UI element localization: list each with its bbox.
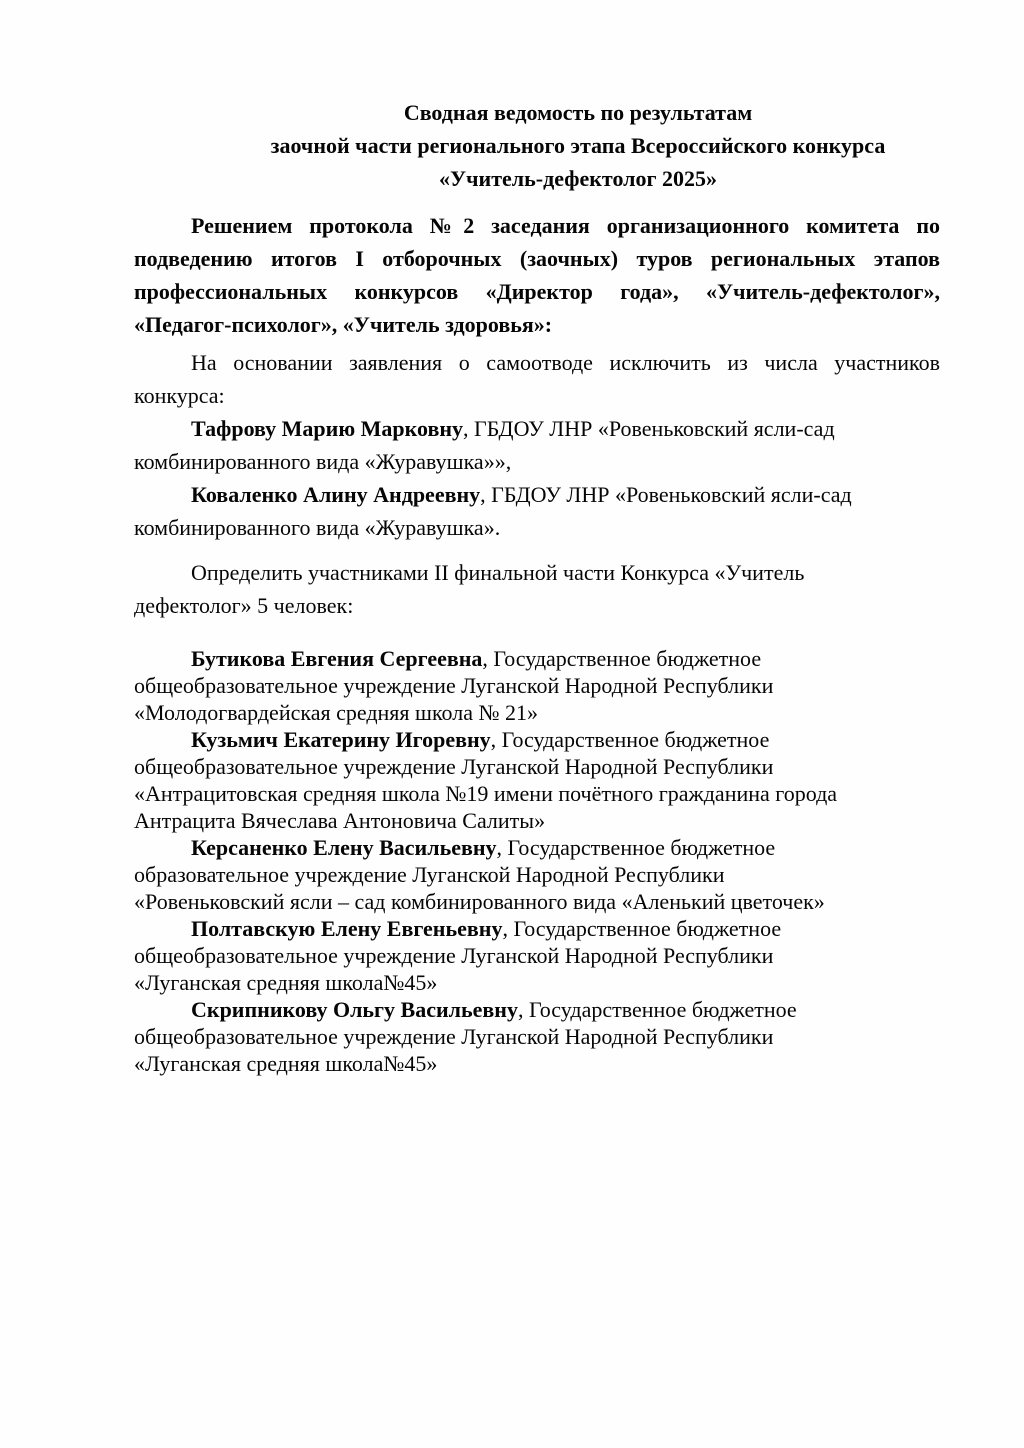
- document-title-line: Сводная ведомость по результатам: [403, 100, 753, 125]
- participant-institution: , Государственное бюджетное: [517, 997, 797, 1022]
- participant-institution: , Государственное бюджетное: [502, 916, 782, 941]
- finalists-list: [134, 645, 940, 1077]
- document-title: [134, 96, 940, 195]
- participant-institution-line: общеобразовательное учреждение Луганской Народной Республики: [134, 754, 774, 779]
- participant-first-line: [134, 915, 940, 942]
- finalist-entry: [134, 726, 940, 834]
- participant-first-line: [134, 726, 940, 753]
- participant-institution: , ГБДОУ ЛНР «Ровеньковский ясли-сад: [463, 416, 835, 441]
- participant-institution: , ГБДОУ ЛНР «Ровеньковский ясли-сад: [480, 482, 852, 507]
- finalist-entry: [134, 996, 940, 1077]
- intro-line: «Педагог-психолог», «Учитель здоровья»:: [134, 312, 553, 337]
- participant-name: Кузьмич Екатерину Игоревну: [191, 727, 491, 752]
- participant-name: Бутикова Евгения Сергеевна: [191, 646, 483, 671]
- finalist-entry: [134, 645, 940, 726]
- finalist-entry: [134, 834, 940, 915]
- participant-first-line: [134, 834, 940, 861]
- participant-first-line: [134, 996, 940, 1023]
- participant-institution-line: образовательное учреждение Луганской Народной Республики: [134, 862, 725, 887]
- finalists-lead-line: дефектолог» 5 человек:: [134, 593, 354, 618]
- document-title-line: заочной части регионального этапа Всероссийского конкурса: [270, 133, 886, 158]
- intro-line: профессиональных конкурсов «Директор года», «Учитель-дефектолог»,: [134, 279, 940, 304]
- participant-institution-line: «Молодогвардейская средняя школа № 21»: [134, 700, 538, 725]
- participant-institution-line: общеобразовательное учреждение Луганской Народной Республики: [134, 1024, 774, 1049]
- participant-name: Полтавскую Елену Евгеньевну: [191, 916, 503, 941]
- participant-institution: , Государственное бюджетное: [496, 835, 776, 860]
- withdrawn-participant: [134, 412, 940, 478]
- participant-institution-line: Антрацита Вячеслава Антоновича Салиты»: [134, 808, 546, 833]
- withdrawn-participant: [134, 478, 940, 544]
- participant-first-line: [134, 645, 940, 672]
- finalists-lead-line: Определить участниками II финальной части Конкурса «Учитель: [191, 560, 805, 585]
- participant-name: Скрипникову Ольгу Васильевну: [191, 997, 518, 1022]
- participant-name: Керсаненко Елену Васильевну: [191, 835, 497, 860]
- intro-line: подведению итогов I отборочных (заочных) туров региональных этапов: [134, 246, 940, 271]
- intro-line: Решением протокола №2 заседания организационного комитета по: [191, 213, 940, 238]
- withdrawal-lead-line: На основании заявления о самоотводе исключить из числа участников: [191, 350, 940, 375]
- participant-institution-line: «Луганская средняя школа№45»: [134, 970, 438, 995]
- participant-institution-line: «Луганская средняя школа№45»: [134, 1051, 438, 1076]
- withdrawal-lead-line: конкурса:: [134, 383, 225, 408]
- participant-institution-line: общеобразовательное учреждение Луганской Народной Республики: [134, 943, 774, 968]
- finalist-entry: [134, 915, 940, 996]
- participant-first-line: [134, 412, 940, 445]
- participant-institution-line: общеобразовательное учреждение Луганской Народной Республики: [134, 673, 774, 698]
- intro-paragraph: [134, 209, 940, 341]
- participant-institution-line: комбинированного вида «Журавушка»»,: [134, 449, 512, 474]
- withdrawal-section: [134, 346, 940, 544]
- document-title-line: «Учитель-дефектолог 2025»: [439, 166, 717, 191]
- participant-institution-line: «Ровеньковский ясли – сад комбинированного вида «Аленький цветочек»: [134, 889, 825, 914]
- participant-institution: , Государственное бюджетное: [490, 727, 770, 752]
- participant-name: Коваленко Алину Андреевну: [191, 482, 481, 507]
- participant-institution-line: «Антрацитовская средняя школа №19 имени почётного гражданина города: [134, 781, 838, 806]
- participant-institution: , Государственное бюджетное: [482, 646, 762, 671]
- participant-first-line: [134, 478, 940, 511]
- finalists-lead: [134, 556, 940, 622]
- participant-institution-line: комбинированного вида «Журавушка».: [134, 515, 501, 540]
- participant-name: Тафрову Марию Марковну: [191, 416, 464, 441]
